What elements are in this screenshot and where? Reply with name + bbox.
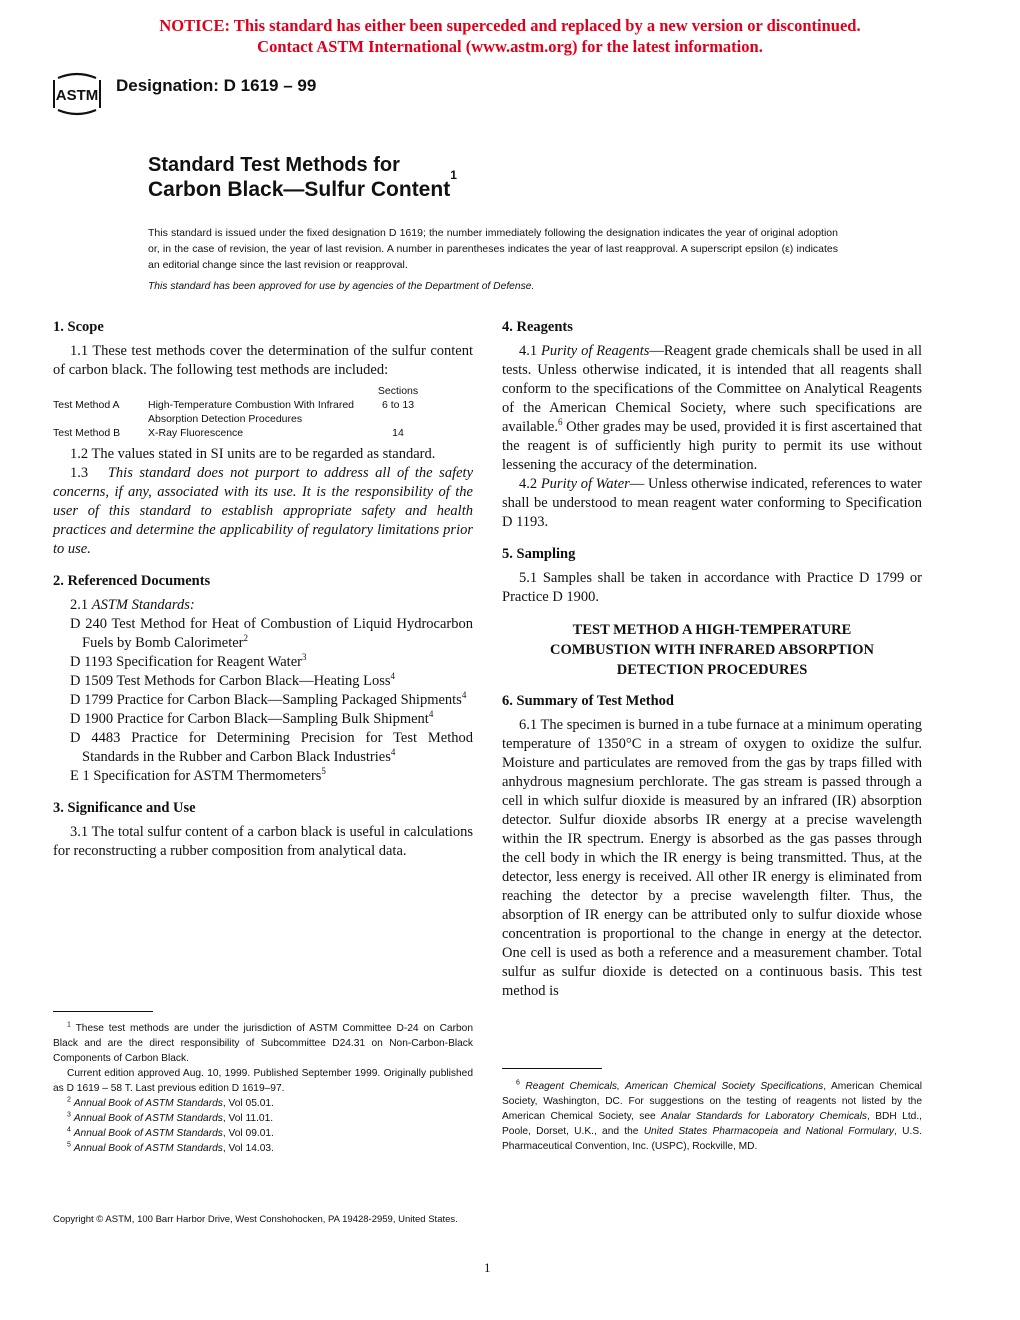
footnote-6-t2: , American Chemical Society, Washington, DC. For suggestions on the testing of reagents not listed by the American Chemical Society, see [502,1081,922,1122]
significance-3-1: 3.1 The total sulfur content of a carbon black is useful in calculations for reconstructing a rubber composition from analytical data. [53,824,473,859]
reagents-4-1-text-b: Other grades may be used, provided it is first ascertained that the reagent is of sufficiently high purity to permit its use without lessening the accuracy of the determination. [502,419,922,473]
reference-text: D 240 Test Method for Heat of Combustion of Liquid Hydrocarbon Fuels by Bomb Calorimeter [70,616,473,651]
footnote-5 [53,1141,473,1156]
method-a-heading-line-3: DETECTION PROCEDURES [616,662,808,678]
desc-cell: X-Ray Fluorescence [148,427,244,439]
title-footnote-mark: 1 [450,168,457,182]
right-column [502,318,922,1001]
footnote-mark: 6 [516,1079,520,1087]
astm-logo [50,72,104,116]
reference-item [53,729,473,767]
reagents-4-2-num: 4.2 [519,476,538,492]
reference-item [53,653,473,672]
section-heading-reagents: 4. Reagents [502,319,573,335]
approved-note: This standard has been approved for use by agencies of the Department of Defense. [148,281,535,292]
reference-text: D 4483 Practice for Determining Precision for Test Method Standards in the Rubber and Carbon Black Industries [70,730,473,765]
footnote-6-t4: , BDH Ltd., Poole, Dorset, U.K., and the [502,1111,922,1137]
reagents-4-1-text-a: —Reagent grade chemicals shall be used in all tests. Unless otherwise indicated, it is intended that all reagents shall conform to the specifications of the Committee on Analytical Reagents of the American Chemical Society, where such specifications are available. [502,343,922,435]
sampling-5-1: 5.1 Samples shall be taken in accordance with Practice D 1799 or Practice D 1900. [502,570,922,605]
referenced-2-1-num: 2.1 [70,597,89,613]
reference-note: 3 [301,652,307,663]
footnote-3 [53,1111,473,1126]
footnote-mark: 4 [67,1126,71,1134]
reference-item [53,672,473,691]
footnote-6-t6: , U.S. Pharmaceutical Convention, Inc. (USPC), Rockville, MD. [502,1126,922,1152]
footnotes-right [502,1079,922,1154]
footnote-vol: , Vol 09.01. [222,1128,274,1139]
sections-cell: 6 to 13 [381,399,415,411]
method-cell: Test Method B [53,427,121,439]
method-a-heading [502,620,922,680]
sections-cell: 14 [392,427,404,439]
reagents-4-2-text: — Unless otherwise indicated, references to water shall be understood to mean reagent water conforming to Specification D 1193. [502,476,922,530]
document-title [148,153,457,203]
logo-text: ASTM [55,87,99,104]
scope-1-1: 1.1 These test methods cover the determination of the sulfur content of carbon black. The following test methods are included: [53,343,473,378]
copyright: Copyright © ASTM, 100 Barr Harbor Drive, West Conshohocken, PA 19428-2959, United States. [53,1214,458,1225]
footnote-rule-left [53,1011,153,1012]
scope-1-3-num: 1.3 [70,465,89,481]
reference-item [53,710,473,729]
reagents-4-1 [502,342,922,475]
reference-note: 4 [428,709,434,720]
footnote-mark: 2 [67,1096,71,1104]
reagents-4-2-title: Purity of Water [540,476,630,492]
footnote-vol: , Vol 05.01. [222,1098,274,1109]
reference-text: D 1193 Specification for Reagent Water [70,654,302,670]
footnote-rule-right [502,1068,602,1069]
footnote-1 [53,1021,473,1066]
reference-text: D 1900 Practice for Carbon Black—Sampling Bulk Shipment [70,711,429,727]
footnote-mark: 3 [67,1111,71,1119]
section-heading-sampling: 5. Sampling [502,546,576,562]
reference-note: 4 [461,690,467,701]
reference-item [53,691,473,710]
reagents-4-1-num: 4.1 [519,343,538,359]
footnote-title: Annual Book of ASTM Standards [73,1143,223,1154]
footnote-title: Annual Book of ASTM Standards [73,1128,223,1139]
footnote-vol: , Vol 14.03. [222,1143,274,1154]
reagents-4-1-note: 6 [557,417,563,428]
reference-text: D 1799 Practice for Carbon Black—Sampling Packaged Shipments [70,692,462,708]
section-heading-summary: 6. Summary of Test Method [502,693,674,709]
footnote-2 [53,1096,473,1111]
left-column [53,318,473,861]
footnotes-left [53,1021,473,1156]
footnote-6-t1: Reagent Chemicals, American Chemical Society Specifications [525,1081,824,1092]
footnote-6-t3: Analar Standards for Laboratory Chemicals [661,1111,867,1122]
footnote-text: These test methods are under the jurisdiction of ASTM Committee D-24 on Carbon Black and are the direct responsibility of Subcommittee D24.31 on Non-Carbon-Black Components of Carbon Black. [53,1023,473,1064]
section-heading-referenced: 2. Referenced Documents [53,573,211,589]
referenced-2-1 [53,596,473,615]
section-heading-scope: 1. Scope [53,319,104,335]
footnote-title: Annual Book of ASTM Standards [73,1098,223,1109]
reference-note: 2 [243,633,248,644]
notice-line-2: Contact ASTM International (www.astm.org) for the latest information. [257,37,763,56]
reference-note: 5 [321,766,326,777]
reference-item [53,767,473,786]
section-heading-significance: 3. Significance and Use [53,800,196,816]
page-number: 1 [484,1260,491,1275]
footnote-mark: 5 [67,1141,71,1149]
footnote-4 [53,1126,473,1141]
test-methods-table [53,384,473,440]
scope-1-3-text: This standard does not purport to address all of the safety concerns, if any, associated with its use. It is the responsibility of the user of this standard to establish appropriate safety and health practices and determine the applicability of regulatory limitations prior to use. [53,465,474,557]
reference-text: D 1509 Test Methods for Carbon Black—Heating Loss [70,673,391,689]
reagents-4-2 [502,475,922,532]
title-line-1: Standard Test Methods for [148,154,400,176]
reference-text: E 1 Specification for ASTM Thermometers [70,768,322,784]
footnote-1b: Current edition approved Aug. 10, 1999. Published September 1999. Originally published as D 1619 – 58 T. Last previous edition D 1619–97. [53,1068,473,1094]
table-row [53,398,473,426]
reference-note: 4 [390,671,395,682]
footnote-6 [502,1079,922,1154]
method-cell: Test Method A [53,399,120,411]
footnote-title: Annual Book of ASTM Standards [73,1113,223,1124]
reference-item [53,615,473,653]
scope-1-2: 1.2 The values stated in SI units are to be regarded as standard. [70,446,436,462]
notice-banner [0,15,1020,57]
desc-cell: High-Temperature Combustion With Infrared Absorption Detection Procedures [148,399,355,425]
scope-1-3 [53,464,473,559]
issue-note: This standard is issued under the fixed designation D 1619; the number immediately following the designation indicates the year of original adoption or, in the case of revision, the year of last revision. A number in parentheses indicates the year of last reapproval. A superscript epsilon (ε) indicates an editorial change since the last revision or reapproval. [148,227,838,271]
referenced-2-1-title: ASTM Standards: [91,597,195,613]
table-row [53,426,473,440]
reference-note: 4 [390,747,396,758]
summary-6-1: 6.1 The specimen is burned in a tube furnace at a minimum operating temperature of 1350°C in a stream of oxygen to oxidize the sulfur. Moisture and particulates are removed from the gas by traps filled with anhydrous magnesium perchlorate. The gas stream is passed through a cell in which sulfur dioxide is measured by an infrared (IR) absorption detector. Sulfur dioxide absorbs IR energy at a precise wavelength within the IR spectrum. Energy is absorbed as the gas passes through the cell body in which the IR energy is being transmitted. Thus, at the detector, less energy is received. All other IR energy is eliminated from reaching the detector by a precise wavelength filter. Thus, the absorption of IR energy can be attributed only to sulfur dioxide whose concentration is proportional to the change in energy at the detector. One cell is used as both a reference and a measurement chamber. Total sulfur as sulfur dioxide is detected on a continuous basis. This test method is [502,717,922,999]
footnote-mark: 1 [67,1021,71,1029]
method-a-heading-line-2: COMBUSTION WITH INFRARED ABSORPTION [549,642,875,658]
sections-header: Sections [377,385,419,397]
title-line-2: Carbon Black—Sulfur Content [148,178,451,201]
footnote-vol: , Vol 11.01. [222,1113,274,1124]
reagents-4-1-title: Purity of Reagents [540,343,650,359]
notice-line-1: NOTICE: This standard has either been superceded and replaced by a new version or discontinued. [159,16,861,35]
method-a-heading-line-1: TEST METHOD A HIGH-TEMPERATURE [572,622,852,638]
designation: Designation: D 1619 – 99 [116,76,317,95]
footnote-6-t5: United States Pharmacopeia and National Formulary [643,1126,895,1137]
